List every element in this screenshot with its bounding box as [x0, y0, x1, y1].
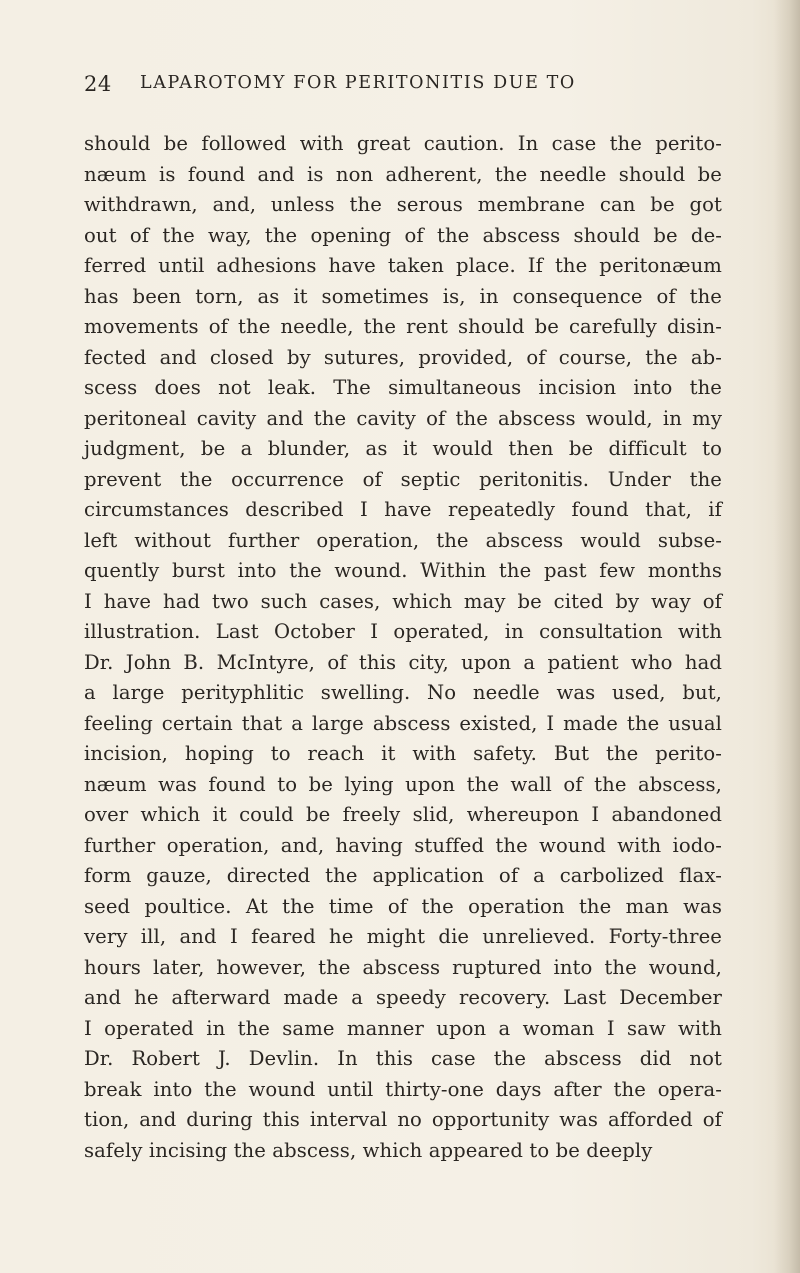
text-line: left without further operation, the abscess would subse- [84, 528, 722, 552]
text-line: should be followed with great caution. In case the perito- [84, 132, 722, 155]
text-line: judgment, be a blunder, as it would then be difficult to [84, 437, 722, 460]
text-line: circumstances described I have repeatedly found that, if [84, 498, 722, 521]
text-line: form gauze, directed the application of a carbolized flax- [84, 864, 722, 887]
text-line: and he afterward made a speedy recovery. Last December [84, 986, 722, 1009]
text-line: næum is found and is non adherent, the needle should be [84, 162, 722, 186]
text-line: peritoneal cavity and the cavity of the abscess would, in my [84, 406, 722, 430]
text-line: safely incising the abscess, which appeared to be deeply [84, 1138, 653, 1162]
text-line: further operation, and, having stuffed the wound with iodo- [84, 833, 722, 857]
text-line: scess does not leak. The simultaneous incision into the [84, 376, 722, 399]
text-line: tion, and during this interval no opportunity was afforded of [84, 1108, 722, 1131]
page-header [84, 72, 720, 102]
text-line: out of the way, the opening of the abscess should be de- [84, 223, 722, 247]
text-line: hours later, however, the abscess ruptured into the wound, [84, 955, 722, 979]
text-line: I have had two such cases, which may be cited by way of [84, 589, 722, 613]
text-line: seed poultice. At the time of the operation the man was [84, 894, 722, 918]
text-line: fected and closed by sutures, provided, of course, the ab- [84, 345, 722, 369]
text-line: a large perityphlitic swelling. No needle was used, but, [84, 681, 722, 704]
text-line: over which it could be freely slid, whereupon I abandoned [84, 803, 722, 826]
text-line: has been torn, as it sometimes is, in consequence of the [84, 284, 722, 308]
body-text [84, 129, 722, 1166]
text-line: movements of the needle, the rent should be carefully disin- [84, 315, 722, 338]
page-edge-shadow [774, 0, 800, 1273]
text-line: I operated in the same manner upon a woman I saw with [84, 1016, 722, 1040]
text-line: quently burst into the wound. Within the past few months [84, 559, 722, 582]
text-line: Dr. John B. McIntyre, of this city, upon a patient who had [84, 650, 722, 674]
text-line: break into the wound until thirty-one days after the opera- [84, 1077, 722, 1101]
text-line: ferred until adhesions have taken place. If the peritonæum [84, 254, 722, 277]
text-line: very ill, and I feared he might die unrelieved. Forty-three [84, 925, 722, 948]
text-line: illustration. Last October I operated, in consultation with [84, 620, 722, 643]
page-number: 24 [84, 72, 112, 96]
running-head: LAPAROTOMY FOR PERITONITIS DUE TO [140, 73, 576, 93]
text-line: withdrawn, and, unless the serous membrane can be got [84, 193, 722, 216]
text-line: Dr. Robert J. Devlin. In this case the abscess did not [84, 1047, 722, 1070]
text-line: incision, hoping to reach it with safety. But the perito- [84, 742, 722, 765]
text-line: næum was found to be lying upon the wall of the abscess, [84, 772, 722, 796]
text-line: feeling certain that a large abscess existed, I made the usual [84, 711, 722, 735]
text-line: prevent the occurrence of septic peritonitis. Under the [84, 467, 722, 491]
